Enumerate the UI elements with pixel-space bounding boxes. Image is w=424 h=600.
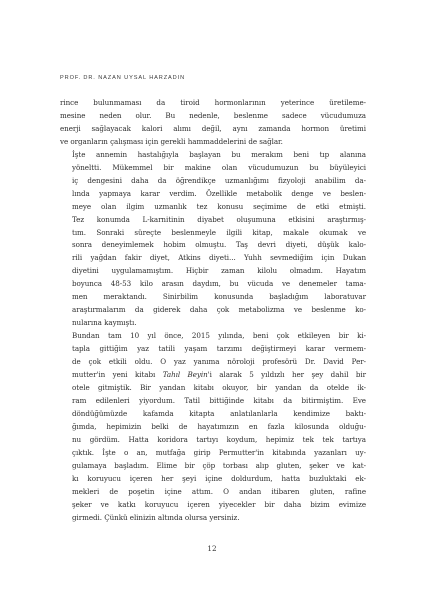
body-text — [60, 97, 366, 524]
text-line: otele gitmiştik. Bir yandan kitabı okuyor, bir yandan da otelde ik- — [72, 382, 366, 392]
text-line: yöneltti. Mükemmel bir makine olan vücudumuzun bu büyüleyici — [72, 162, 366, 172]
text-line: çıktık. İşte o an, mutfağa girip Permutter'in kitabında yazanları uy- — [72, 447, 366, 457]
text-line: girmedi. Çünkü elinizin altında olursa yersiniz. — [72, 512, 240, 522]
text-line: kı koruyucu içeren her şeyi içine doldurdum, hatta buzluktaki ek- — [72, 473, 366, 483]
text-line: nularına kaymıştı. — [72, 318, 137, 328]
text-line: iç dengesini daha da öğrendikçe uzmanlığımı fizyoloji anabilim da- — [72, 175, 366, 185]
text-line: döndüğümüzde kafamda kitapta anlatılanlarla kendimize baktı- — [72, 408, 366, 418]
text-line: mutter'in yeni kitabı Tahıl Beyin'i alarak 5 yıldızlı her şey dahil bir — [72, 370, 366, 380]
text-line: gulamaya başladım. Elime bir çöp torbası alıp gluten, şeker ve kat- — [72, 460, 366, 470]
text-line: İşte annemin hastalığıyla başlayan bu merakım beni tıp alanına — [72, 149, 366, 159]
paragraph — [60, 149, 366, 330]
text-line: mesine neden olur. Bu nedenle, beslenme sadece vücudumuza — [60, 110, 366, 120]
text-line: şeker ve katkı koruyucu içeren yiyecekler bir daha bizim evimize — [72, 499, 366, 509]
text-line: meye olan ilgim uzmanlık tez konusu seçimime de etki etmişti. — [72, 201, 366, 211]
text-line: enerji sağlayacak kalori alımı değil, aynı zamanda hormon üretimi — [60, 123, 366, 133]
text-line: Tez konumda L-karnitinin diyabet oluşumuna etkisini araştırmış- — [72, 214, 366, 224]
text-line: Bundan tam 10 yıl önce, 2015 yılında, beni çok etkileyen bir ki- — [72, 331, 366, 341]
page-number: 12 — [207, 544, 217, 553]
text-line: ğımda, hepimizin belki de hayatımızın en fazla kilosunda olduğu- — [72, 421, 366, 431]
text-line: ve organların çalışması için gerekli hammaddelerini de sağlar. — [60, 136, 283, 146]
text-line: de çok etkili oldu. O yaz yanıma nöroloji profesörü Dr. David Per- — [72, 357, 366, 367]
text-line: ram edilenleri yiyordum. Tatil bittiğinde kitabı da bitirmiştim. Eve — [72, 395, 366, 405]
text-line: araştırmalarım da giderek daha çok metabolizma ve beslenme ko- — [72, 305, 366, 315]
text-line: lında yapmaya karar verdim. Özellikle metabolik denge ve beslen- — [72, 188, 366, 198]
text-line: men meraktandı. Sinirbilim konusunda başladığım laboratuvar — [72, 292, 366, 302]
text-line: sonra deneyimlemek hobim olmuştu. Taş devri diyeti, düşük kalo- — [72, 240, 366, 250]
text-line: rince bulunmaması da tiroid hormonlarının yeterince üretileme- — [60, 98, 366, 107]
text-line: tım. Sonraki süreçte beslenmeyle ilgili kitap, makale okumak ve — [72, 227, 366, 237]
text-line: mekleri de poşetin içine attım. O andan itibaren gluten, rafine — [72, 486, 366, 496]
text-line: rili yağdan fakir diyet, Atkins diyeti... Yuhh sevmediğim için Dukan — [72, 253, 366, 263]
text-line: boyunca 48-53 kilo arasın daydım, bu vücuda ve denemeler tama- — [72, 279, 366, 289]
running-header-author: PROF. DR. NAZAN UYSAL HARZADIN — [60, 75, 186, 81]
text-line: diyetini uygulamamıştım. Hiçbir zaman kilolu olmadım. Hayatım — [72, 266, 366, 276]
text-line: nu gördüm. Hatta koridora tartıyı koydum, hepimiz tek tek tartıya — [72, 434, 366, 444]
paragraph — [60, 330, 366, 524]
text-line: tapla gittiğim yaz tatili yaşam tarzımı değiştirmeyi karar vermem- — [72, 344, 366, 354]
paragraph — [60, 97, 366, 149]
